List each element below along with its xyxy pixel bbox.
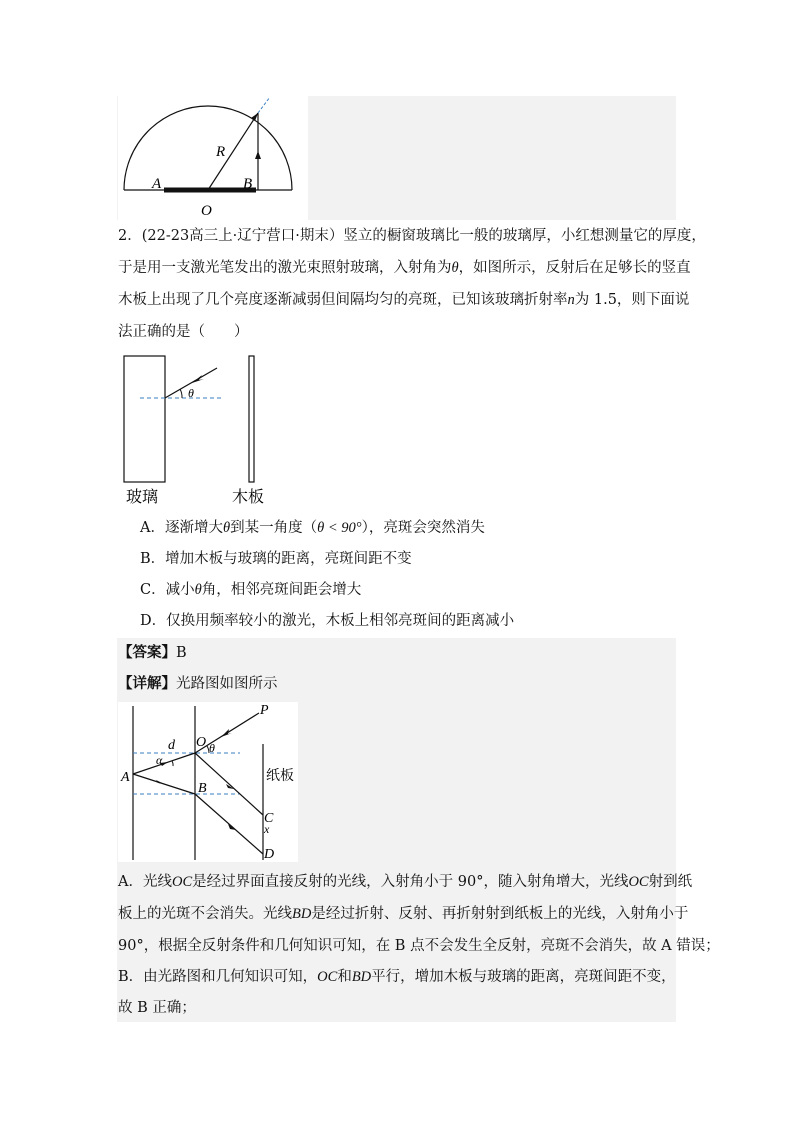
option-a: A．逐渐增大θ到某一角度（θ < 90°），亮斑会突然消失 [140,520,485,536]
label-o: O [201,203,212,219]
option-b: B．增加木板与玻璃的距离，亮斑间距不变 [140,551,412,567]
label-b: B [198,781,207,796]
question-line-4: 法正确的是（ ） [118,324,249,340]
label-x: x [264,822,270,836]
label-d-point: D [264,847,275,862]
theta-label: θ [188,386,194,400]
label-board: 纸板 [266,768,294,784]
glass-label: 玻璃 [126,487,159,506]
question-line-2: 于是用一支激光笔发出的激光束照射玻璃，入射角为θ，如图所示，反射后在足够长的竖直 [118,260,691,276]
detail-line: 【详解】光路图如图所示 [118,675,278,692]
label-r: R [216,144,226,160]
label-theta: θ [209,741,215,755]
option-c: C．减小θ角，相邻亮斑间距会增大 [140,582,362,598]
explain-line-3: 90°，根据全反射条件和几何知识可知，在 B 点不会发生全反射，亮斑不会消失，故 A 错误； [118,938,720,954]
explain-line-5: 故 B 正确； [118,1000,196,1016]
label-c: C [264,811,274,826]
explain-line-4: B．由光路图和几何知识可知，OC和BD平行，增加木板与玻璃的距离，亮斑间距不变， [118,969,676,985]
label-d: d [168,738,175,753]
explain-line-1: A．光线OC是经过界面直接反射的光线，入射角小于 90°，随入射角增大，光线OC射到纸 [118,874,693,890]
option-d: D．仅换用频率较小的激光，木板上相邻亮斑间的距离减小 [140,613,515,629]
explain-line-2: 板上的光斑不会消失。光线BD是经过折射、反射、再折射射到纸板上的光线，入射角小于 [118,906,689,922]
label-p: P [260,703,269,718]
label-b: B [243,176,253,192]
board-label: 木板 [232,487,265,506]
question-line-1: 2．(22-23高三上·辽宁营口·期末）竖立的橱窗玻璃比一般的玻璃厚，小红想测量它的厚度， [118,228,706,244]
label-a: A [152,176,162,192]
question-line-3: 木板上出现了几个亮度逐渐减弱但间隔均匀的亮斑，已知该玻璃折射率n为 1.5，则下面说 [118,292,690,308]
glass-board-figure [118,350,278,510]
semicircle-figure [118,96,308,220]
label-alpha: α [156,753,163,767]
answer-line: 【答案】B [118,644,187,661]
label-a: A [121,770,130,785]
label-o: O [196,735,207,750]
light-path-figure [118,702,298,862]
